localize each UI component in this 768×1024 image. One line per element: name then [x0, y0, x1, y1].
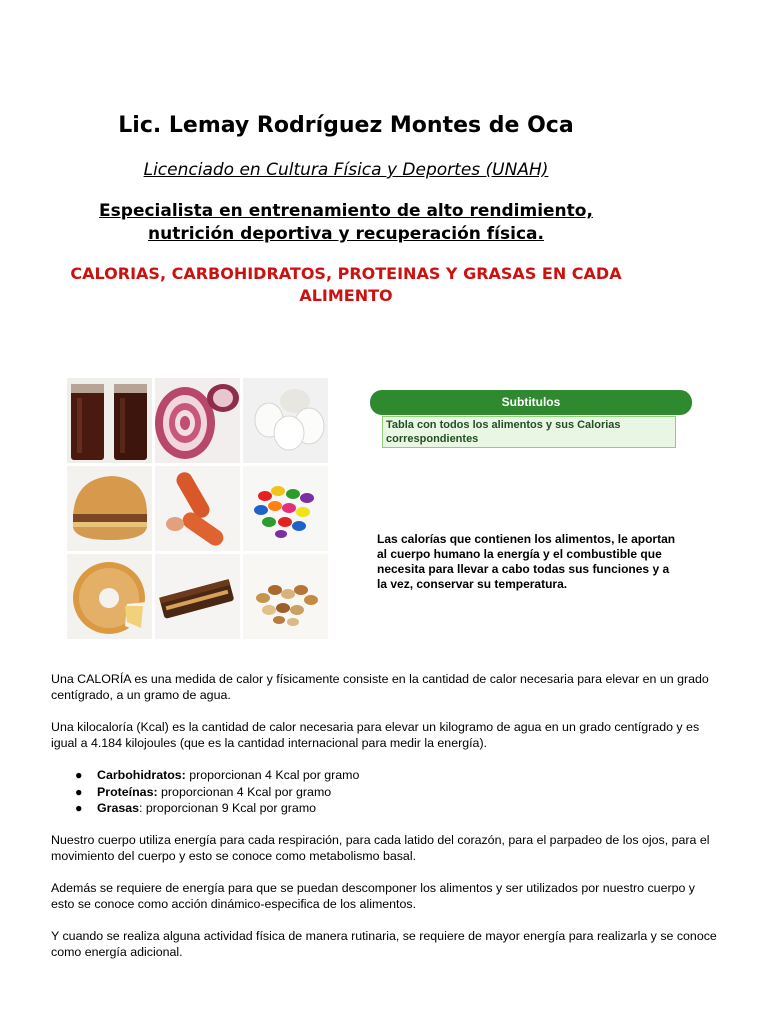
list-item-label: Proteínas: — [97, 784, 158, 799]
jelly-beans-image — [243, 466, 328, 551]
list-item-text: proporcionan 4 Kcal por gramo — [185, 768, 360, 782]
sausage-image — [155, 466, 240, 551]
red-onion-image — [155, 378, 240, 463]
list-item-text: proporcionan 4 Kcal por gramo — [157, 784, 332, 799]
document-title: CALORIAS, CARBOHIDRATOS, PROTEINAS Y GRASAS EN CADA ALIMENTO — [70, 264, 622, 305]
author-degree: Licenciado en Cultura Física y Deportes (UNAH) — [143, 160, 549, 180]
bullet-icon: ● — [75, 784, 83, 799]
food-image-grid — [67, 378, 328, 638]
list-item-text: : proporcionan 9 Kcal por gramo — [139, 801, 317, 815]
bullet-icon: ● — [75, 801, 83, 815]
list-item — [73, 800, 673, 817]
list-item-label: Grasas — [97, 801, 140, 815]
subtitles-header: Subtitulos — [370, 390, 692, 415]
nuts-image — [243, 554, 328, 639]
bullet-icon: ● — [75, 768, 83, 782]
paragraph-kilocaloria: Una kilocaloría (Kcal) es la cantidad de calor necesaria para elevar un kilogramo de agua en un grado centígrado y es igual a 4.184 kilojoules (que es la cantidad internacional para medir la energía). — [51, 720, 700, 750]
chocolate-bar-image — [155, 554, 240, 639]
cola-drinks-image — [67, 378, 152, 463]
paragraph-caloria: Una CALORÍA es una medida de calor y físicamente consiste en la cantidad de calor necesaria para elevar en un grado centígrado, a un gramo de agua. — [51, 672, 709, 702]
paragraph-metabolismo-basal: Nuestro cuerpo utiliza energía para cada respiración, para cada latido del corazón, para el parpadeo de los ojos, para el movimiento del cuerpo y esto se conoce como metabolismo basal. — [51, 833, 710, 863]
paragraph-energia-adicional: Y cuando se realiza alguna actividad física de manera rutinaria, se requiere de mayor energía para realizarla y se conoce como energía adicional. — [51, 929, 717, 959]
eggs-image — [243, 378, 328, 463]
author-specialty: Especialista en entrenamiento de alto rendimiento, nutrición deportiva y recuperación física. — [99, 201, 593, 244]
list-item — [73, 767, 673, 784]
list-item — [73, 784, 673, 801]
macronutrient-list — [73, 767, 673, 817]
subtitles-text: Tabla con todos los alimentos y sus Calorias correspondientes — [382, 416, 676, 448]
burger-image — [67, 466, 152, 551]
calorias-note: Las calorías que contienen los alimentos, le aportan al cuerpo humano la energía y el combustible que necesita para llevar a cabo todas sus funciones y a la vez, conservar su temperatura. — [377, 532, 676, 591]
paragraph-accion-dinamica: Además se requiere de energía para que se puedan descomponer los alimentos y ser utilizados por nuestro cuerpo y esto se conoce como acción dinámico-especifica de los alimentos. — [51, 881, 696, 911]
donut-image — [67, 554, 152, 639]
list-item-label: Carbohidratos: — [97, 768, 186, 782]
author-name: Lic. Lemay Rodríguez Montes de Oca — [118, 113, 574, 138]
